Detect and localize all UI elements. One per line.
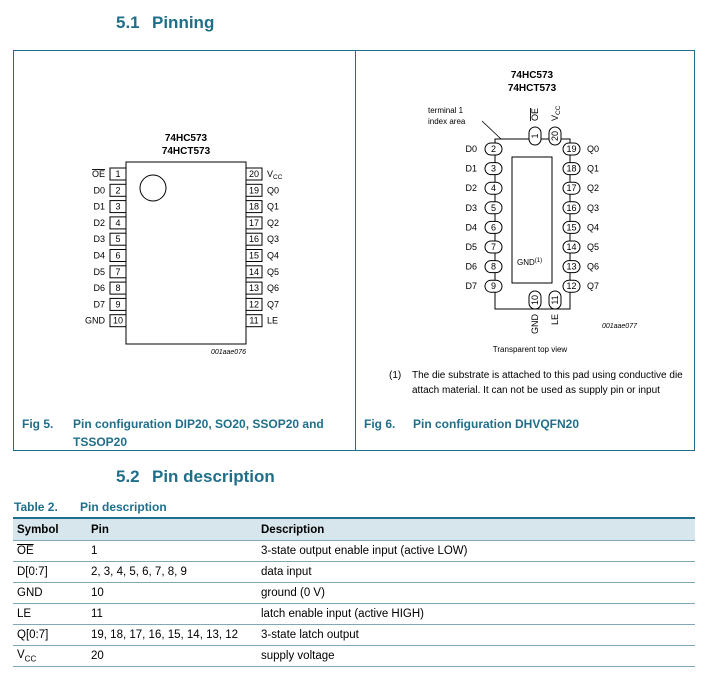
fig6-code: 001aae077 [601,323,637,330]
pin-number: 8 [115,283,121,294]
table-row [13,604,695,625]
terminal-label-2: index area [428,117,466,126]
pin-name-d7: D7 [93,299,105,310]
pin-name-gnd: GND [85,315,105,326]
fig5-caption-line2: TSSOP20 [73,435,128,449]
pin-name-d2: D2 [465,183,477,194]
pin-name-d5: D5 [465,242,477,252]
pin-name-q0: Q0 [587,144,600,154]
pin-name-d2: D2 [93,217,105,228]
pin-number: 19 [248,185,260,196]
cell-pin: 20 [87,646,257,667]
cell-description: supply voltage [257,646,695,667]
note-number: (1) [389,370,402,381]
pin-name-q2: Q2 [587,183,600,194]
fig6-label: Fig 6. [364,417,396,431]
pin-number: 14 [566,242,577,252]
pin-number: 10 [530,294,540,306]
fig5-label: Fig 5. [22,417,54,431]
cell-description: latch enable input (active HIGH) [257,604,695,625]
pin-name-q4: Q4 [267,250,280,261]
pin-number: 15 [248,250,260,261]
fig5-caption-line1: Pin configuration DIP20, SO20, SSOP20 and [73,417,324,431]
cell-description: data input [257,562,695,583]
pin-number: 4 [490,183,497,194]
dip20-pinout-diagram [14,51,354,411]
pin-number: 19 [566,144,577,154]
pin-number: 3 [490,163,497,174]
pin-name-d4: D4 [93,250,105,261]
pin-number: 1 [115,169,121,179]
pin-name-d3: D3 [465,202,477,213]
pin-number: 9 [490,281,497,292]
pin-number: 18 [566,163,577,174]
pin-number: 13 [566,261,577,272]
pin-number: 16 [566,202,577,213]
pin-name-q0: Q0 [267,185,280,196]
section-number: 5.1 [116,13,140,32]
cell-description: ground (0 V) [257,583,695,604]
header-pin: Pin [87,518,257,541]
pin-name-q7: Q7 [267,299,280,310]
pin-number: 11 [249,315,259,326]
pin-number: 16 [248,234,260,245]
pin-name-q4: Q4 [587,222,600,233]
cell-pin: 11 [87,604,257,625]
table-row [13,646,695,667]
pin-name-d6: D6 [93,283,105,294]
table-header-row [13,518,695,541]
pin-number: 8 [490,261,497,272]
table-row [13,583,695,604]
pin-number: 17 [566,183,577,194]
pin-name-vcc: $V_{CC}$ [550,105,562,121]
pin-number: 2 [115,185,121,196]
fig5-part-name-2: 74HCT573 [161,146,211,157]
cell-symbol: LE [13,604,87,625]
cell-symbol: $\overline{OE}$ [13,541,87,562]
pin-name-d5: D5 [93,266,105,277]
pin-number: 6 [490,222,497,233]
pin-name-gnd: GND [530,314,540,334]
header-description: Description [257,518,695,541]
pin-number: 20 [248,169,260,179]
pin-name-d0: D0 [465,144,477,154]
pin-name-d1: D1 [465,163,477,174]
pin-name-q3: Q3 [267,234,280,245]
cell-symbol: GND [13,583,87,604]
pin-number: 10 [112,315,124,326]
pin-number: 5 [490,202,497,213]
pin-number: 18 [248,201,260,212]
pin-number: 14 [248,266,260,277]
pin-name-q7: Q7 [587,281,600,292]
fig5-code: 001aae076 [210,349,246,356]
cell-symbol: D[0:7] [13,562,87,583]
pin-name-q2: Q2 [267,217,280,228]
pin-number: 3 [115,201,121,212]
pin-number: 13 [248,283,260,294]
table-row [13,562,695,583]
fig6-caption-text: Pin configuration DHVQFN20 [413,417,580,431]
fig5-part-name-1: 74HC573 [164,133,208,144]
pin-name-d0: D0 [93,185,105,196]
pin-number: 9 [115,299,121,310]
section-heading-pin-description [116,467,275,487]
pin-name-d6: D6 [465,261,477,272]
pin-number: 4 [115,217,121,228]
table-title: Pin description [80,500,167,514]
table-row [13,625,695,646]
table-label: Table 2. [14,500,58,514]
center-pad-note: (1) [534,258,543,264]
cell-description: 3-state output enable input (active LOW) [257,541,695,562]
table-caption [14,500,167,514]
terminal-label-1: terminal 1 [428,106,464,115]
pin-name-d4: D4 [465,222,477,233]
fig6-part-name-1: 74HC573 [510,70,554,81]
pin-number: 12 [566,281,577,292]
dhvqfn20-pinout-diagram [356,51,696,361]
pin-name-oe: OE [91,169,105,179]
section-title: Pinning [152,13,215,32]
pin1-notch-circle [140,175,166,201]
fig6-part-name-2: 74HCT573 [507,83,557,94]
view-label: Transparent top view [492,345,568,354]
terminal-pointer-line [482,121,501,139]
cell-symbol: $V_{CC}$ [13,646,87,667]
pin-number: 20 [550,130,560,142]
pin-name-d3: D3 [93,234,105,245]
pin-number: 1 [530,133,540,139]
pin-name-q3: Q3 [587,202,600,213]
pin-number: 15 [566,222,577,233]
pin-number: 7 [115,266,121,277]
cell-pin: 2, 3, 4, 5, 6, 7, 8, 9 [87,562,257,583]
cell-pin: 19, 18, 17, 16, 15, 14, 13, 12 [87,625,257,646]
pin-name-q5: Q5 [267,266,280,277]
pin-name-d1: D1 [93,201,105,212]
pin-name-q6: Q6 [267,283,280,294]
pin-name-q6: Q6 [587,261,600,272]
cell-pin: 10 [87,583,257,604]
pin-name-oe: OE [530,107,540,121]
pin-description-table [13,517,695,667]
pin-name-q1: Q1 [587,163,600,174]
cell-description: 3-state latch output [257,625,695,646]
center-pad-gnd: GND [517,258,535,267]
pin-number: 6 [115,250,121,261]
pin-name-d7: D7 [465,281,477,292]
pin-number: 12 [248,299,260,310]
cell-pin: 1 [87,541,257,562]
cell-symbol: Q[0:7] [13,625,87,646]
section-title: Pin description [152,467,275,486]
table-row [13,541,695,562]
pin-number: 11 [550,295,560,305]
pin-number: 5 [115,234,121,245]
header-symbol: Symbol [13,518,87,541]
pin-name-le: LE [267,315,279,326]
pin-name-q5: Q5 [587,242,600,252]
pin-name-le: LE [550,314,560,326]
pin-name-q1: Q1 [267,201,280,212]
pin-number: 7 [490,242,497,252]
pin-name-vcc: $V_{CC}$ [267,169,283,181]
pin-number: 17 [248,217,260,228]
section-number: 5.2 [116,467,140,486]
section-heading-pinning [116,13,214,33]
note-text: The die substrate is attached to this pad using conductive die attach material. It can not be used as supply pin or input [412,370,683,396]
pin-number: 2 [490,144,497,154]
